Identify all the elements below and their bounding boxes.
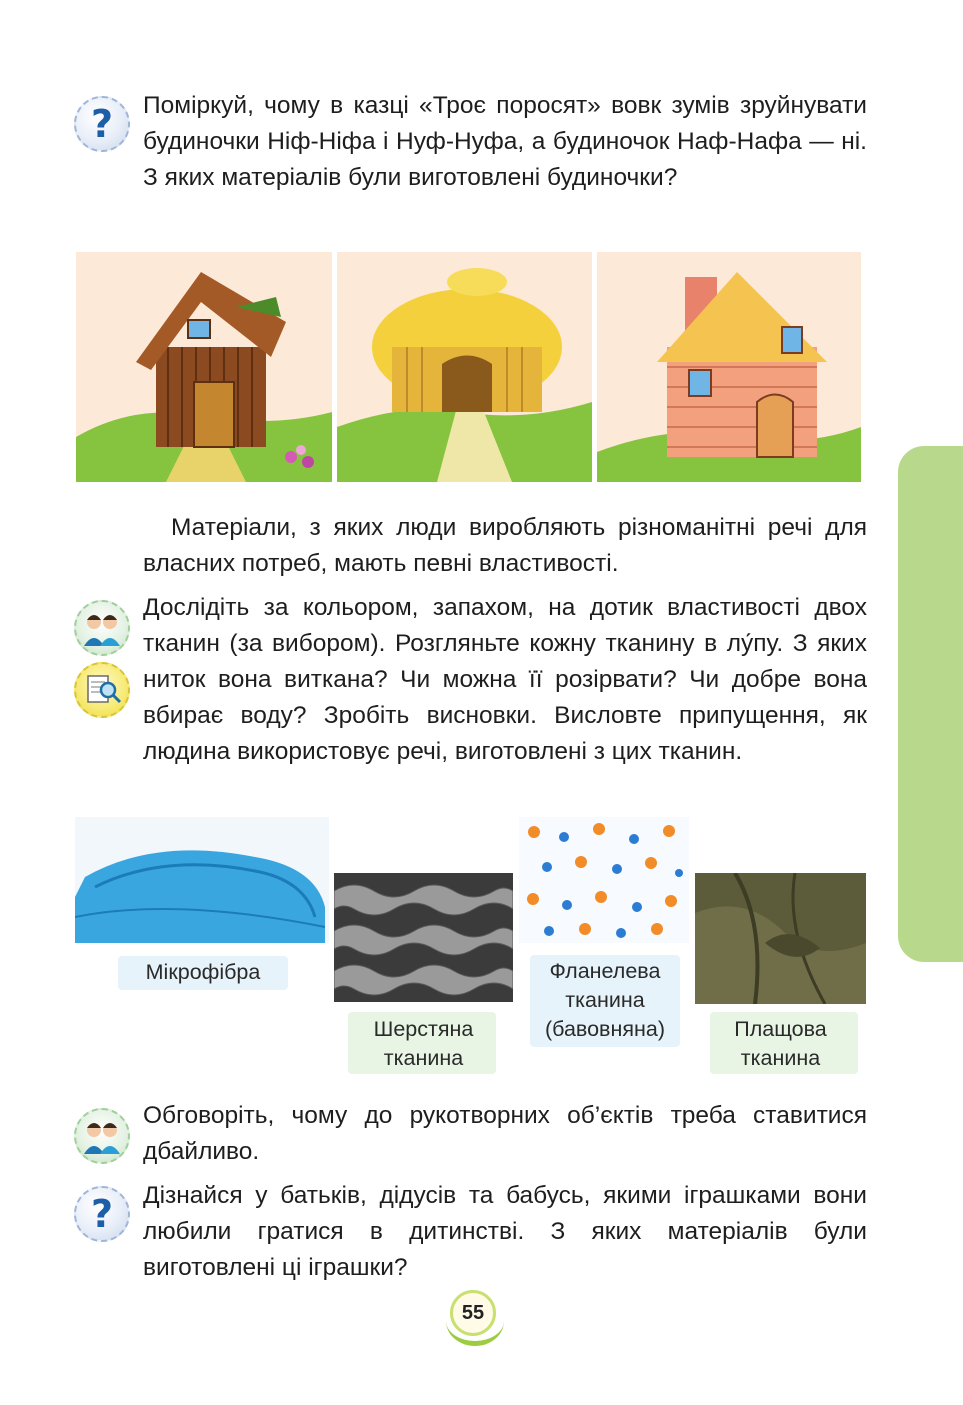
flannel-caption-line2: тканина	[565, 988, 645, 1012]
paragraph-toys: Дізнайся у батьків, дідусів та бабусь, якими іграшками вони любили гратися в дитинстві. З яких матеріалів були виготовлені ці іграшки?	[143, 1182, 867, 1281]
straw-hut-image	[76, 252, 332, 482]
microfiber-image	[75, 817, 329, 943]
wool-fabric-image	[334, 873, 513, 1002]
flannel-caption	[515, 957, 695, 1044]
paragraph-discussion: Обговоріть, чому до рукотворних об’єктів треба ставитися дбайливо.	[143, 1102, 867, 1165]
wool-caption	[334, 1015, 513, 1073]
question-icon	[74, 96, 130, 152]
wool-caption-line2: тканина	[383, 1046, 464, 1070]
paragraph-three-pigs: Поміркуй, чому в казці «Троє поросят» вовк зумів зруйнувати будиночки Ніф-Ніфа і Нуф-Нуфа, а будиночок Наф-Нафа — ні. З яких матеріалів були виготовлені будиночки?	[143, 92, 867, 191]
paragraph-materials: Матеріали, з яких люди виробляють різноманітні речі для власних потреб, мають певні властивості.	[143, 514, 867, 577]
raincoat-caption-line1: Плащова	[734, 1017, 827, 1041]
side-tab	[898, 446, 963, 962]
magnifier-research-icon	[74, 662, 130, 718]
hay-hut-image	[337, 252, 592, 482]
question-mark: ?	[90, 102, 114, 146]
question-mark-2: ?	[90, 1192, 114, 1236]
raincoat-caption-line2: тканина	[740, 1046, 821, 1070]
flannel-caption-line3: (бавовняна)	[544, 1017, 665, 1041]
paragraph-fabrics-research: Дослідіть за кольором, запахом, на дотик властивості двох тканин (за вибором). Розгляньте кожну тканину в лу́пу. З яких ниток вона виткана? Чи можна її розірвати? Чи добре вона вбирає воду? Зробіть висновки. Висловте припущення, як людина використовує речі, виготовлені з цих тканин.	[143, 594, 867, 765]
group-work-icon	[74, 600, 130, 656]
wool-caption-line1: Шерстяна	[373, 1017, 474, 1041]
page-number: 55	[450, 1290, 496, 1336]
flannel-caption-line1: Фланелева	[549, 959, 661, 983]
question-icon-2	[74, 1186, 130, 1242]
brick-house-image	[597, 252, 861, 482]
raincoat-caption	[695, 1015, 866, 1073]
flannel-fabric-image	[519, 817, 689, 943]
microfiber-caption: Мікрофібра	[145, 960, 261, 984]
discussion-icon	[74, 1108, 130, 1164]
raincoat-fabric-image	[695, 873, 866, 1004]
